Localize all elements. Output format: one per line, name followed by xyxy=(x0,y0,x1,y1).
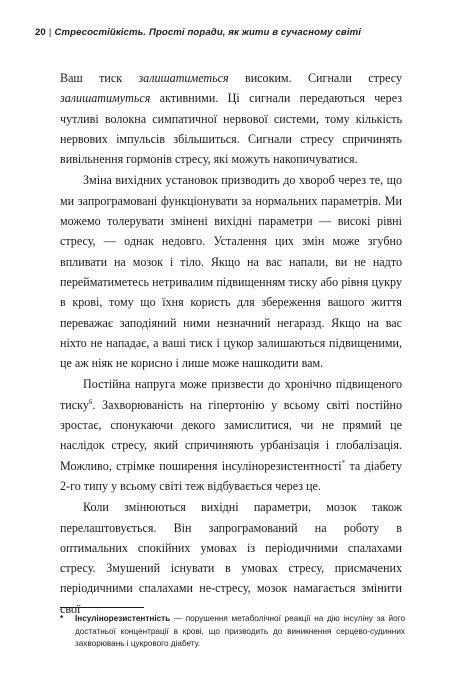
footnote-term: Інсулінорезистентність xyxy=(75,614,171,623)
book-title: Стресостійкість. Прості поради, як жити в сучасному світі xyxy=(54,27,361,38)
paragraph-4: Коли змінюються вихідні параметри, мозок також перелаштовується. Він запрограмований на роботу в оптимальних спокійних умовах із періодичними спалахами стресу. Змушений існувати в умовах стресу, присмачених періодичними спалахами не-стресу, мозок намагається змінити свої xyxy=(60,500,402,616)
footnote-divider xyxy=(60,607,144,608)
p1-text-c: високим. Сигнали стресу xyxy=(228,71,403,85)
footnote-star: * xyxy=(60,614,64,623)
paragraph-3 xyxy=(60,374,402,496)
body-text xyxy=(60,68,402,619)
p3-text-b: . Захворюваність на гіпертонію у всьому світі постійно зростає, спонукаючи декого замислитися, чи не прямий це наслідок стресу, який спричиняють урбанізація і глобалізація. Можливо, стрімке поширення інсулінорезистентності xyxy=(60,397,402,473)
header-separator: | xyxy=(48,27,52,38)
footnote xyxy=(60,613,405,651)
p1-text-e: активними. Ці сигнали передаються через чутливі волокна симпатичної нервової системи, тому кількість нервових імпульсів збільшиться. Сигнали стресу спричинять вивільнення гормонів стресу, які можуть накопичуватися. xyxy=(60,91,402,167)
p3-text-c: та діабету 2-го типу у всьому світі теж відбувається через це. xyxy=(60,458,402,493)
running-header xyxy=(35,27,425,38)
paragraph-1 xyxy=(60,68,402,169)
footnote-text: — порушення метаболічної реакції на дію інсуліну за його достатньої концентрації в крові, що призводить до виникнення серцево-судинних захворювань і цукрового діабету. xyxy=(75,614,405,649)
p3-text-a: Постійна напруга може призвести до хронічно підвищеного тиску xyxy=(60,377,402,412)
footnote-marker: * xyxy=(341,458,346,467)
citation-superscript: 6 xyxy=(88,397,93,406)
p1-emphasis-2: залишатимуться xyxy=(60,91,151,106)
page-number: 20 xyxy=(35,27,46,38)
paragraph-2: Зміна вихідних установок призводить до хвороб через те, що ми запрограмовані функціонувати за нормальних параметрів. Ми можемо толерувати змінені вихідні параметри — високі рівні стресу, — однак недовго. Усталення цих змін може згубно впливати на мозок і тіло. Якщо на вас напали, ви не надто перейматиметесь нетривалим підвищенням тиску або рівня цукру в крові, тому що їхня користь для збереження вашого життя переважає заподіяний ними незначний негаразд. Якщо на вас ніхто не нападає, а ваші тиск і цукор залишаються підвищеними, це аж ніяк не корисно і лише може нашкодити вам. xyxy=(60,173,402,371)
p1-emphasis-1: залишатиметься xyxy=(138,71,229,85)
p1-text-a: Ваш тиск xyxy=(60,71,139,85)
